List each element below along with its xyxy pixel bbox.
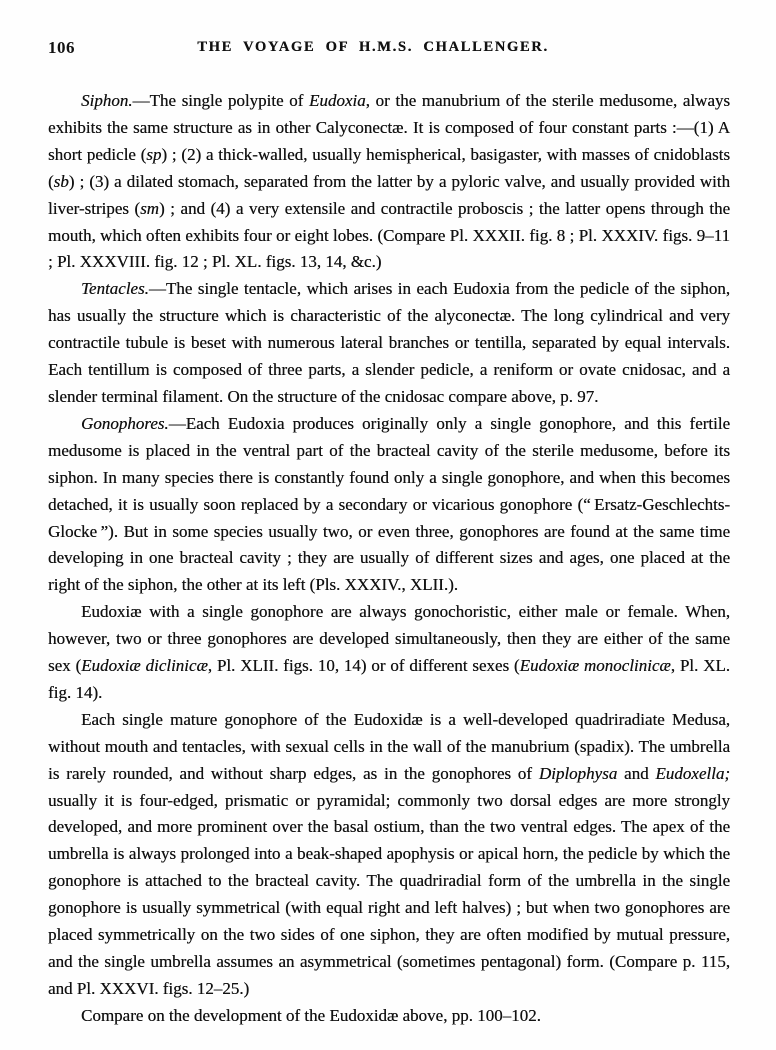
- text-run: and: [617, 763, 656, 783]
- paragraph-mature-gonophore: [48, 707, 730, 1003]
- italic-text-run: Eudoxiæ monoclinicæ: [519, 656, 671, 676]
- text-run: Eudoxiæ with a single gonophore are always gonochoristic, either male or female. When, however, two or three gonophores are developed simultaneously, then they are either of the same sex (: [48, 602, 730, 676]
- page-body: [48, 88, 730, 1030]
- text-run: , Pl. XLII. figs. 10, 14) or of different sexes (: [207, 656, 520, 676]
- text-run: ) ; (3) a dilated stomach, separated from the latter by a pyloric valve, and usually provided with liver-stripes (: [48, 171, 730, 218]
- paragraph-compare-development: [48, 1003, 730, 1030]
- page-number: 106: [48, 38, 75, 57]
- text-run: , Pl. XL. fig. 14).: [48, 656, 730, 702]
- italic-text-run: Eudoxiæ diclinicæ: [81, 656, 208, 676]
- text-run: —The single polypite of: [132, 91, 309, 110]
- paragraph-gonophores: [48, 411, 730, 599]
- text-run: —The single tentacle, which arises in each Eudoxia from the pedicle of the siphon, has usually the structure which is characteristic of the alyconectæ. The long cylindrical and very contractile tubule is beset with numerous lateral branches or tentilla, separated by equal intervals. Each tentillum is composed of three parts, a slender pedicle, a reniform or ovate cnidosac, and a slender terminal filament. On the structure of the cnidosac compare above, p. 97.: [48, 279, 730, 406]
- page-header: [0, 38, 776, 62]
- text-run: ) ; (2) a thick-walled, usually hemispherical, basigaster, with masses of cnidoblasts (: [48, 144, 730, 191]
- text-run: usually it is four-edged, prismatic or pyramidal; commonly two dorsal edges are more strongly developed, and more prominent over the basal ostium, than the two ventral edges. The apex of the umbrella is always prolonged into a beak-shaped apophysis or apical horn, the pedicle by which the gonophore is attached to the bracteal cavity. The quadriradial form of the umbrella in the single gonophore is usually symmetrical (with equal right and left halves) ; but when two gonophores are placed symmetrically on the two sides of one siphon, they are often modified by mutual pressure, and the single umbrella assumes an asymmetrical (sometimes pentagonal) form. (Compare p. 115, and Pl. XXXVI. figs. 12–25.): [48, 790, 730, 998]
- italic-text-run: Tentacles.: [81, 279, 149, 299]
- italic-text-run: sm: [140, 198, 159, 218]
- text-run: —Each Eudoxia produces originally only a single gonophore, and this fertile medusome is placed in the ventral part of the bracteal cavity of the sterile medusome, before its siphon. In many species there is constantly found only a single gonophore, and when this becomes detached, it is usually soon replaced by a secondary or vicarious gonophore (“ Ersatz-Geschlechts-Glocke ”). But in some species usually two, or even three, gonophores are found at the same time developing in one bracteal cavity ; they are usually of different sizes and ages, one placed at the right of the siphon, the other at its left (Pls. XXXIV., XLII.).: [48, 413, 730, 595]
- italic-text-run: sb: [53, 171, 69, 191]
- italic-text-run: Eudoxella;: [655, 763, 731, 783]
- italic-text-run: Siphon.: [81, 91, 133, 110]
- text-run: ) ; and (4) a very extensile and contractile proboscis ; the latter opens through the mouth, which often exhibits four or eight lobes. (Compare Pl. XXXII. fig. 8 ; Pl. XXXIV. figs. 9–11 ; Pl. XXXVIII. fig. 12 ; Pl. XL. figs. 13, 14, &c.): [48, 198, 730, 272]
- paragraph-siphon: [48, 88, 730, 276]
- italic-text-run: Gonophores.: [81, 413, 169, 433]
- text-run: Each single mature gonophore of the Eudoxidæ is a well-developed quadriradiate Medusa, without mouth and tentacles, with sexual cells in the wall of the manubrium (spadix). The umbrella is rarely rounded, and without sharp edges, as in the gonophores of: [48, 709, 730, 783]
- italic-text-run: Eudoxia: [309, 91, 366, 110]
- paragraph-tentacles: [48, 276, 730, 411]
- italic-text-run: sp: [146, 144, 162, 164]
- text-run: Compare on the development of the Eudoxidæ above, pp. 100–102.: [81, 1005, 541, 1025]
- text-run: , or the manubrium of the sterile medusome, always exhibits the same structure as in other Calyconectæ. It is composed of four constant parts :—(1) A short pedicle (: [48, 91, 730, 164]
- italic-text-run: Diplophysa: [538, 763, 618, 783]
- paragraph-eudoxiae-gonochoristic: [48, 599, 730, 707]
- running-title: THE VOYAGE OF H.M.S. CHALLENGER.: [197, 39, 549, 55]
